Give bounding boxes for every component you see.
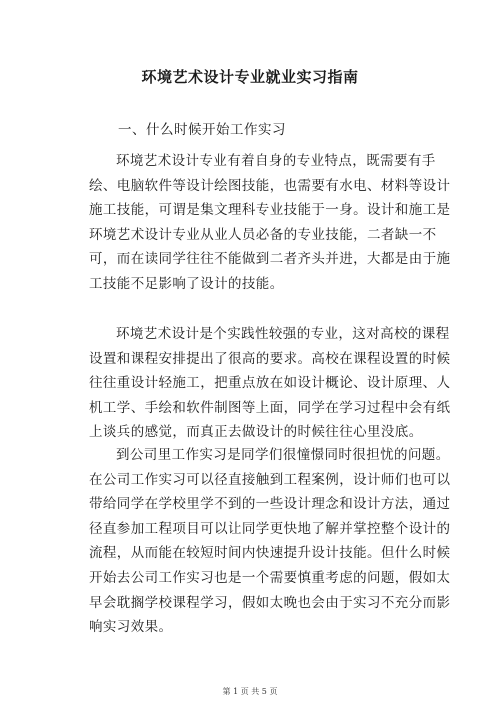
paragraph-line: 在公司工作实习可以径直接触到工程案例，设计师们也可以 (89, 471, 451, 488)
paragraph-line: 设置和课程安排提出了很高的要求。高校在课程设置的时候 (89, 350, 451, 367)
paragraph-line: 流程，从而能在较短时间内快速提升设计技能。但什么时候 (89, 545, 451, 562)
paragraph-line: 到公司里工作实习是同学们很憧憬同时很担忧的问题。 (116, 447, 450, 463)
paragraph-3 (89, 443, 451, 640)
page-footer: 第 1 页 共 5 页 (222, 687, 278, 696)
paragraph-line: 工技能不足影响了设计的技能。 (89, 275, 284, 292)
paragraph-2 (89, 322, 451, 445)
section-heading: 一、什么时候开始工作实习 (118, 122, 286, 138)
paragraph-line: 上谈兵的感觉，而真正去做设计的时候往往心里没底。 (89, 424, 423, 441)
paragraph-line: 绘、电脑软件等设计绘图技能，也需要有水电、材料等设计 (89, 177, 451, 194)
paragraph-line: 环境艺术设计专业从业人员必备的专业技能，二者缺一不 (89, 226, 437, 243)
paragraph-line: 环境艺术设计是个实践性较强的专业，这对高校的课程 (116, 326, 450, 342)
paragraph-line: 响实习效果。 (89, 619, 173, 636)
paragraph-line: 环境艺术设计专业有着自身的专业特点，既需要有手 (116, 153, 436, 169)
paragraph-line: 径直参加工程项目可以让同学更快地了解并掌控整个设计的 (89, 520, 451, 537)
document-title: 环境艺术设计专业就业实习指南 (141, 68, 359, 86)
paragraph-line: 开始去公司工作实习也是一个需要慎重考虑的问题，假如太 (89, 569, 451, 586)
paragraph-1 (89, 149, 451, 297)
paragraph-line: 往往重设计轻施工，把重点放在如设计概论、设计原理、人 (89, 375, 451, 392)
paragraph-line: 可，而在读同学往往不能做到二者齐头并进，大都是由于施 (89, 251, 451, 268)
paragraph-line: 施工技能，可谓是集文理科专业技能于一身。设计和施工是 (89, 202, 451, 219)
paragraph-line: 早会耽搁学校课程学习，假如太晚也会由于实习不充分而影 (89, 594, 451, 611)
paragraph-line: 机工学、手绘和软件制图等上面，同学在学习过程中会有纸 (89, 399, 451, 416)
paragraph-line: 带给同学在学校里学不到的一些设计理念和设计方法，通过 (89, 496, 451, 513)
